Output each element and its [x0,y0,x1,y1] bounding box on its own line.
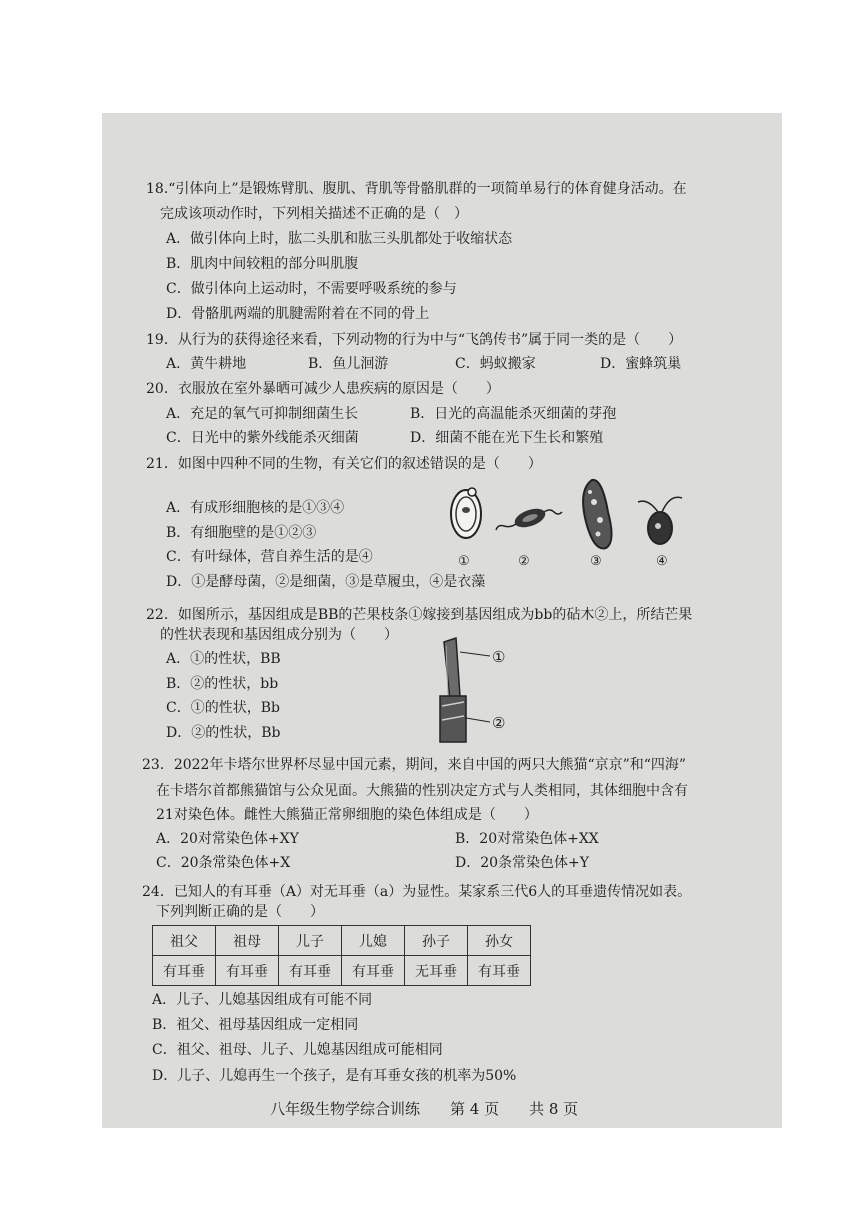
q19-option-d: D．蜜蜂筑巢 [600,356,682,372]
q24-option-a: A．儿子、儿媳基因组成有可能不同 [152,992,373,1008]
table-cell: 有耳垂 [279,956,342,986]
table-cell: 有耳垂 [216,956,279,986]
chlamydomonas-drawing [638,497,682,544]
q21-option-b: B．有细胞壁的是①②③ [166,525,317,541]
page-footer: 八年级生物学综合训练 第 4 页 共 8 页 [270,1100,579,1118]
q18-stem-line2: 完成该项动作时，下列相关描述不正确的是（ ） [160,206,468,222]
table-header-cell: 儿子 [279,926,342,956]
q21-stem: 21．如图中四种不同的生物，有关它们的叙述错误的是（ ） [146,456,542,472]
q19-option-c: C．蚂蚁搬家 [455,356,536,372]
q22-option-d: D．②的性状，Bb [166,725,281,741]
paramecium-drawing [583,480,611,549]
table-cell: 有耳垂 [468,956,531,986]
table-header-cell: 祖母 [216,926,279,956]
q23-option-c: C．20条常染色体+X [156,855,291,871]
q18-stem-line1: 18.“引体向上”是锻炼臂肌、腹肌、背肌等骨骼肌群的一项简单易行的体育健身活动。在 [146,181,687,197]
table-cell: 有耳垂 [342,956,405,986]
table-header-row [153,926,531,956]
q18-option-c: C．做引体向上运动时，不需要呼吸系统的参与 [166,281,457,297]
graft-label-rootstock: ② [492,714,506,732]
q22-option-a: A．①的性状，BB [166,651,281,667]
q20-option-a: A．充足的氧气可抑制细菌生长 [166,406,359,422]
q23-stem-line3: 21对染色体。雌性大熊猫正常卵细胞的染色体组成是（ ） [156,807,538,823]
q24-option-b: B．祖父、祖母基因组成一定相同 [152,1017,359,1033]
bacterium-drawing [496,505,562,531]
figure-label-4: ④ [656,554,668,569]
q20-option-c: C．日光中的紫外线能杀灭细菌 [166,430,359,446]
ear-lobe-table [152,925,531,986]
q19-option-a: A．黄牛耕地 [166,356,247,372]
table-header-cell: 祖父 [153,926,216,956]
q19-option-b: B．鱼儿洄游 [308,356,389,372]
q20-option-d: D．细菌不能在光下生长和繁殖 [410,430,604,446]
grafting-figure [430,636,530,746]
table-header-cell: 孙女 [468,926,531,956]
q19-stem: 19．从行为的获得途径来看，下列动物的行为中与“飞鸽传书”属于同一类的是（ ） [146,332,683,348]
table-header-cell: 孙子 [405,926,468,956]
graft-label-scion: ① [492,648,506,666]
q24-option-c: C．祖父、祖母、儿子、儿媳基因组成可能相同 [152,1042,443,1058]
q23-option-a: A．20对常染色体+XY [156,831,299,847]
table-cell: 有耳垂 [153,956,216,986]
table-header-cell: 儿媳 [342,926,405,956]
q22-stem-line1: 22．如图所示，基因组成是BB的芒果枝条①嫁接到基因组成为bb的砧木②上，所结芒果 [146,607,693,623]
q22-option-b: B．②的性状，bb [166,676,279,692]
table-row [153,956,531,986]
q23-option-b: B．20对常染色体+XX [455,831,599,847]
q20-stem: 20．衣服放在室外暴晒可减少人患疾病的原因是（ ） [146,381,500,397]
figure-label-1: ① [458,554,470,569]
q21-option-c: C．有叶绿体，营自养生活的是④ [166,549,373,565]
q24-option-d: D．儿子、儿媳再生一个孩子，是有耳垂女孩的机率为50% [152,1068,517,1084]
q21-option-a: A．有成形细胞核的是①③④ [166,500,345,516]
q24-stem-line1: 24．已知人的有耳垂（A）对无耳垂（a）为显性。某家系三代6人的耳垂遗传情况如表。 [142,884,692,900]
q18-option-b: B．肌肉中间较粗的部分叫肌腹 [166,256,359,272]
q18-option-a: A．做引体向上时，肱二头肌和肱三头肌都处于收缩状态 [166,231,513,247]
q21-option-d: D．①是酵母菌，②是细菌，③是草履虫，④是衣藻 [166,574,486,590]
q22-stem-line2: 的性状表现和基因组成分别为（ ） [160,627,398,643]
q22-option-c: C．①的性状，Bb [166,700,280,716]
yeast-drawing [451,488,481,538]
figure-label-2: ② [518,554,530,569]
q18-option-d: D．骨骼肌两端的肌腱需附着在不同的骨上 [166,306,430,322]
q24-stem-line2: 下列判断正确的是（ ） [156,904,324,920]
q23-stem-line1: 23．2022年卡塔尔世界杯尽显中国元素，期间，来自中国的两只大熊猫“京京”和“四海” [142,757,687,773]
q23-stem-line2: 在卡塔尔首都熊猫馆与公众见面。大熊猫的性别决定方式与人类相同，其体细胞中含有 [156,783,688,799]
figure-label-3: ③ [590,554,602,569]
q20-option-b: B．日光的高温能杀灭细菌的芽孢 [410,406,617,422]
table-cell: 无耳垂 [405,956,468,986]
q23-option-d: D．20条常染色体+Y [455,855,590,871]
